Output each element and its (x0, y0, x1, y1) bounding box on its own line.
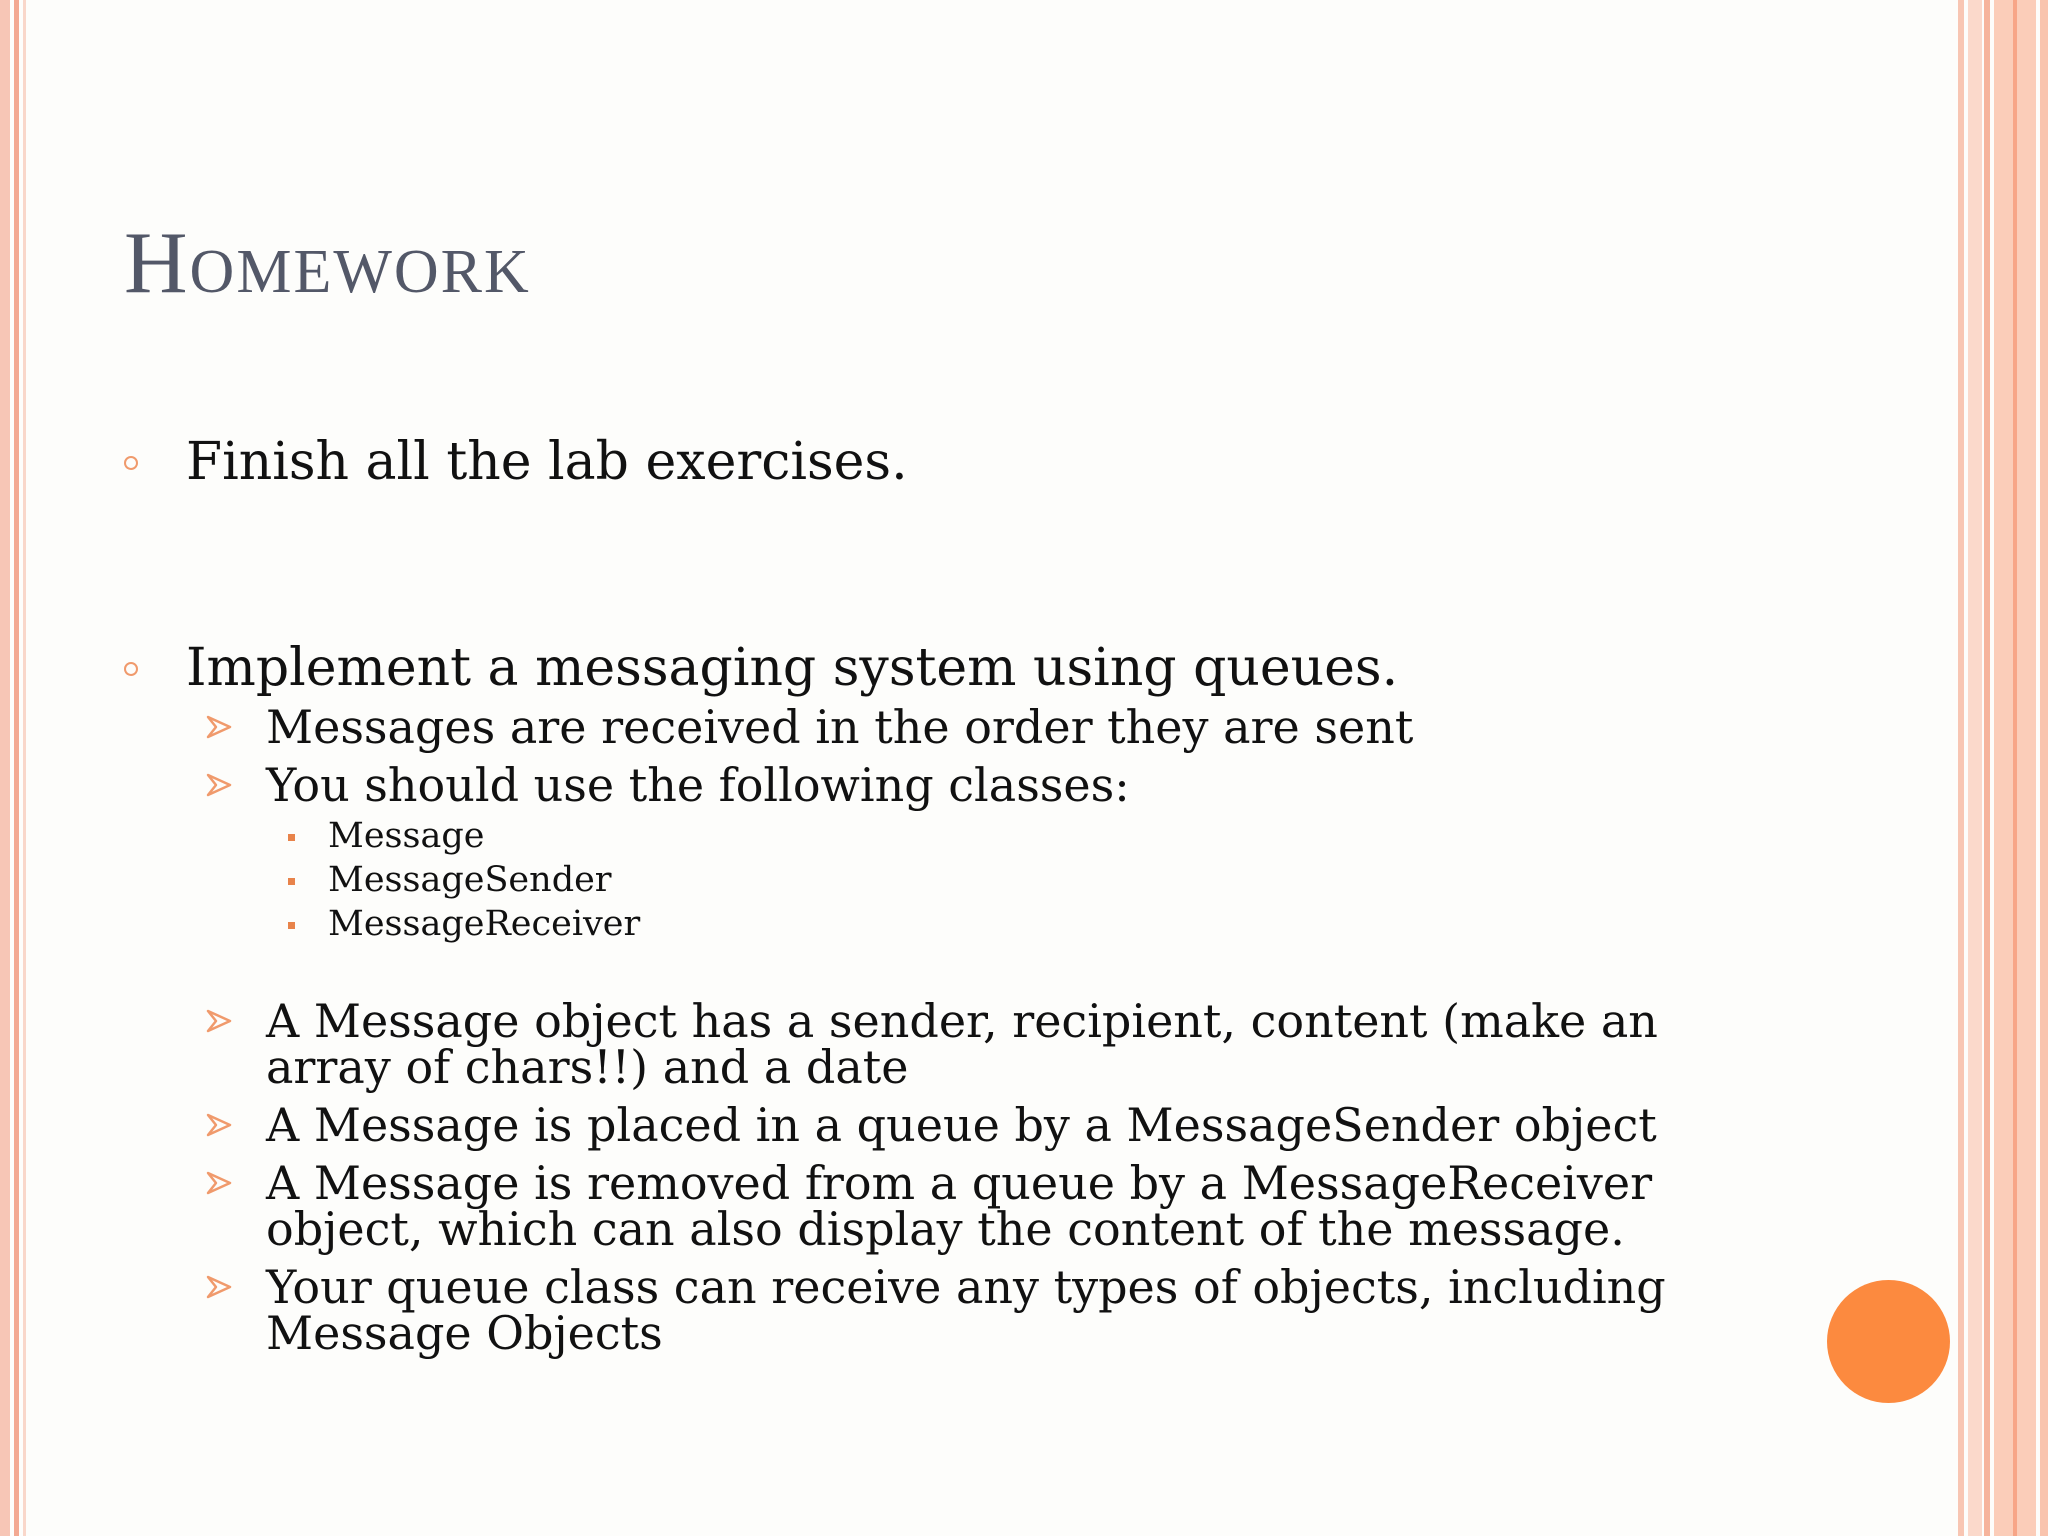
class-name: MessageReceiver (328, 904, 641, 944)
class-name: MessageSender (328, 860, 612, 900)
arrow-bullet-icon (206, 714, 232, 740)
left-border-stripe (0, 0, 10, 1536)
circle-bullet-icon (124, 662, 138, 676)
left-border-stripe (23, 0, 26, 1536)
arrow-bullet-icon (206, 1274, 232, 1300)
sub-bullet-text: Your queue class can receive any types of objects, including Message Objects (266, 1260, 1666, 1360)
arrow-bullet-icon (206, 772, 232, 798)
sub-bullet-text: A Message object has a sender, recipient, content (make an array of chars!!) and a date (266, 994, 1658, 1094)
arrow-bullet-icon (206, 1112, 232, 1138)
sub-bullet-text: You should use the following classes: (266, 758, 1130, 812)
right-border-stripe (1984, 0, 1990, 1536)
slide-title: Homework (124, 215, 531, 312)
sub-bullet-text: A Message is removed from a queue by a MessageReceiver object, which can also display the content of the message. (266, 1156, 1653, 1256)
decorative-circle (1827, 1280, 1950, 1403)
right-border-stripe (2013, 0, 2017, 1536)
right-border-stripe (1958, 0, 1964, 1536)
right-border-stripe (2040, 0, 2048, 1536)
sub-bullet-text: Messages are received in the order they are sent (266, 700, 1414, 754)
arrow-bullet-icon (206, 1170, 232, 1196)
square-bullet-icon (288, 878, 295, 885)
class-name: Message (328, 816, 485, 856)
square-bullet-icon (288, 922, 295, 929)
right-border-stripe (1968, 0, 1982, 1536)
bullet-text: Finish all the lab exercises. (186, 432, 908, 492)
square-bullet-icon (288, 834, 295, 841)
left-border-stripe (14, 0, 19, 1536)
arrow-bullet-icon (206, 1008, 232, 1034)
sub-bullet-text: A Message is placed in a queue by a MessageSender object (266, 1098, 1657, 1152)
bullet-text: Implement a messaging system using queues. (186, 638, 1399, 698)
circle-bullet-icon (124, 456, 138, 470)
